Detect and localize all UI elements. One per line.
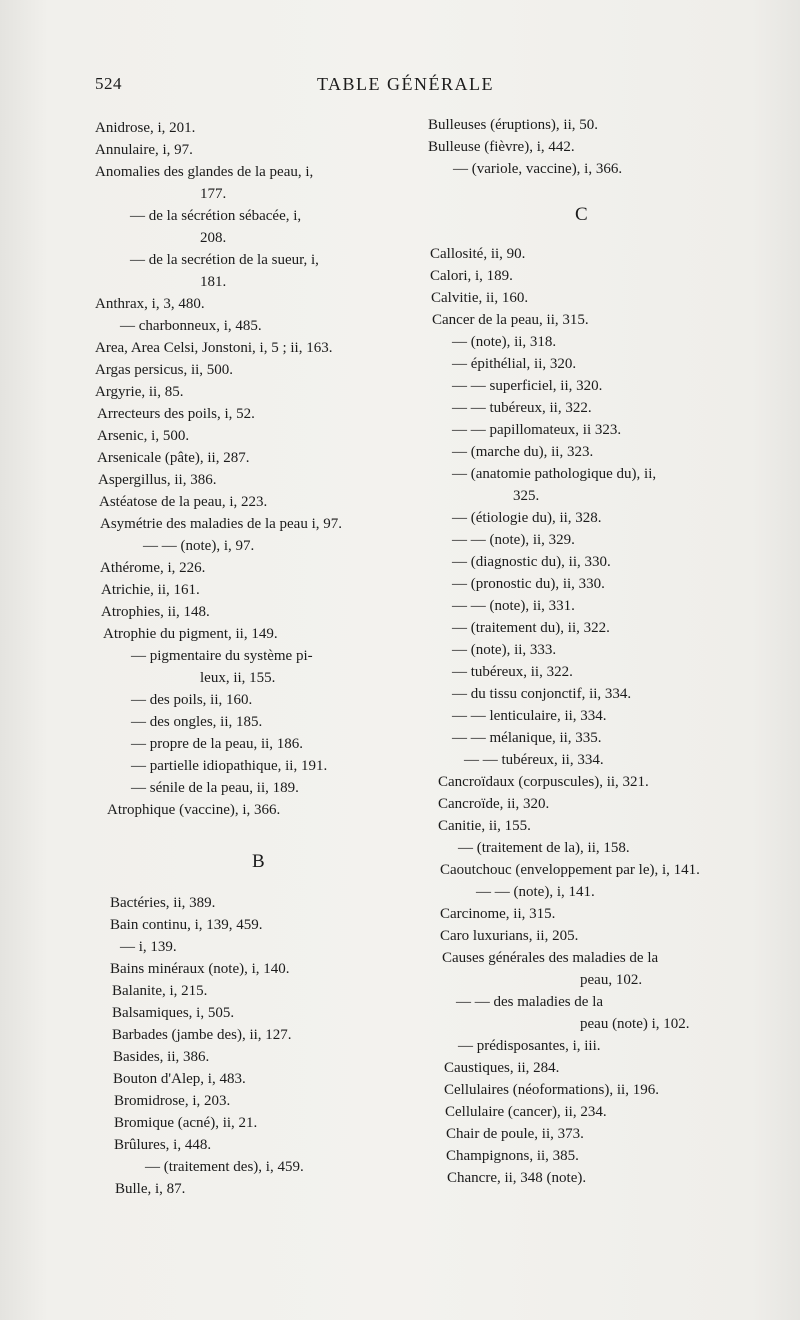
index-entry: Bromique (acné), ii, 21. bbox=[114, 1115, 258, 1131]
index-entry: — i, 139. bbox=[120, 939, 177, 955]
index-entry: Caustiques, ii, 284. bbox=[444, 1060, 560, 1076]
index-entry: Chancre, ii, 348 (note). bbox=[447, 1170, 587, 1186]
index-entry: Argyrie, ii, 85. bbox=[95, 384, 184, 400]
index-entry: Bulle, i, 87. bbox=[115, 1181, 186, 1197]
index-entry: Cellulaires (néoformations), ii, 196. bbox=[444, 1082, 659, 1098]
index-entry: Arsenic, i, 500. bbox=[97, 428, 190, 444]
index-entry: — — (note), i, 97. bbox=[143, 538, 255, 554]
index-entry: Calori, i, 189. bbox=[430, 268, 513, 284]
index-entry: — de la sécrétion sébacée, i, bbox=[130, 208, 302, 224]
section-letter-b: B bbox=[252, 851, 265, 872]
index-entry: — (traitement de la), ii, 158. bbox=[458, 840, 630, 856]
index-entry: Brûlures, i, 448. bbox=[114, 1137, 212, 1153]
index-entry: — (traitement des), i, 459. bbox=[145, 1159, 304, 1175]
index-entry: Anidrose, i, 201. bbox=[95, 120, 196, 136]
index-entry: Balanite, i, 215. bbox=[112, 983, 208, 999]
index-entry: — (note), ii, 333. bbox=[452, 642, 557, 658]
index-entry: — propre de la peau, ii, 186. bbox=[131, 736, 304, 752]
index-entry: — — (note), ii, 331. bbox=[452, 598, 575, 614]
index-entry: — — (note), ii, 329. bbox=[452, 532, 575, 548]
index-entry: — prédisposantes, i, iii. bbox=[458, 1038, 601, 1054]
index-entry: Atrichie, ii, 161. bbox=[101, 582, 200, 598]
index-entry: Bain continu, i, 139, 459. bbox=[110, 917, 263, 933]
index-entry: Carcinome, ii, 315. bbox=[440, 906, 556, 922]
index-entry: — — tubéreux, ii, 334. bbox=[464, 752, 604, 768]
index-entry: Canitie, ii, 155. bbox=[438, 818, 531, 834]
index-entry: Astéatose de la peau, i, 223. bbox=[99, 494, 268, 510]
index-entry: — du tissu conjonctif, ii, 334. bbox=[452, 686, 632, 702]
index-entry: Bulleuse (fièvre), i, 442. bbox=[428, 139, 575, 155]
index-column-right bbox=[428, 114, 758, 1189]
index-entry: Bains minéraux (note), i, 140. bbox=[110, 961, 290, 977]
index-column-left bbox=[95, 117, 410, 1200]
index-entry: — — papillomateux, ii 323. bbox=[452, 422, 622, 438]
index-entry-continuation: peau (note) i, 102. bbox=[580, 1016, 690, 1032]
index-entry: Cancroïde, ii, 320. bbox=[438, 796, 550, 812]
index-entry: — partielle idiopathique, ii, 191. bbox=[131, 758, 328, 774]
index-entry: Athérome, i, 226. bbox=[100, 560, 206, 576]
index-entry: Balsamiques, i, 505. bbox=[112, 1005, 235, 1021]
index-entry: — (pronostic du), ii, 330. bbox=[452, 576, 605, 592]
index-entry: — épithélial, ii, 320. bbox=[452, 356, 577, 372]
index-entry: — (variole, vaccine), i, 366. bbox=[453, 161, 623, 177]
index-entry: Atrophies, ii, 148. bbox=[101, 604, 210, 620]
index-entry-continuation: 208. bbox=[200, 230, 227, 246]
index-entry-continuation: 325. bbox=[513, 488, 540, 504]
index-entry: — des poils, ii, 160. bbox=[131, 692, 253, 708]
index-entry: Atrophique (vaccine), i, 366. bbox=[107, 802, 281, 818]
index-entry: Atrophie du pigment, ii, 149. bbox=[103, 626, 278, 642]
index-entry: — — mélanique, ii, 335. bbox=[452, 730, 602, 746]
index-entry: Bulleuses (éruptions), ii, 50. bbox=[428, 117, 598, 133]
index-entry: — charbonneux, i, 485. bbox=[120, 318, 262, 334]
index-entry: Cancroïdaux (corpuscules), ii, 321. bbox=[438, 774, 649, 790]
index-entry-continuation: 181. bbox=[200, 274, 227, 290]
index-entry: Bactéries, ii, 389. bbox=[110, 895, 216, 911]
index-entry: Cancer de la peau, ii, 315. bbox=[432, 312, 589, 328]
index-entry: Annulaire, i, 97. bbox=[95, 142, 193, 158]
index-entry: Calvitie, ii, 160. bbox=[431, 290, 529, 306]
index-entry: — — tubéreux, ii, 322. bbox=[452, 400, 592, 416]
running-title: TABLE GÉNÉRALE bbox=[317, 74, 495, 94]
index-entry: Anthrax, i, 3, 480. bbox=[95, 296, 205, 312]
index-entry: — — superficiel, ii, 320. bbox=[452, 378, 603, 394]
index-entry: — des ongles, ii, 185. bbox=[131, 714, 263, 730]
index-entry: — (marche du), ii, 323. bbox=[452, 444, 594, 460]
index-entry: Caro luxurians, ii, 205. bbox=[440, 928, 579, 944]
index-entry: Anomalies des glandes de la peau, i, bbox=[95, 164, 314, 180]
index-entry: Barbades (jambe des), ii, 127. bbox=[112, 1027, 292, 1043]
index-entry-continuation: leux, ii, 155. bbox=[200, 670, 276, 686]
index-entry-continuation: peau, 102. bbox=[580, 972, 643, 988]
index-entry: — pigmentaire du système pi- bbox=[131, 648, 313, 664]
index-entry: Arrecteurs des poils, i, 52. bbox=[97, 406, 255, 422]
page-number: 524 bbox=[95, 74, 122, 93]
index-entry: Aspergillus, ii, 386. bbox=[98, 472, 217, 488]
index-entry: Bouton d'Alep, i, 483. bbox=[113, 1071, 246, 1087]
index-entry: — — lenticulaire, ii, 334. bbox=[452, 708, 607, 724]
index-entry: Basides, ii, 386. bbox=[113, 1049, 210, 1065]
index-entry: — (anatomie pathologique du), ii, bbox=[452, 466, 657, 482]
index-entry: — (traitement du), ii, 322. bbox=[452, 620, 610, 636]
index-entry: Caoutchouc (enveloppement par le), i, 141. bbox=[440, 862, 700, 878]
index-entry: — (note), ii, 318. bbox=[452, 334, 557, 350]
index-entry: Callosité, ii, 90. bbox=[430, 246, 526, 262]
index-entry: Causes générales des maladies de la bbox=[442, 950, 659, 966]
index-entry: — (étiologie du), ii, 328. bbox=[452, 510, 602, 526]
index-entry: — tubéreux, ii, 322. bbox=[452, 664, 573, 680]
index-entry: Cellulaire (cancer), ii, 234. bbox=[445, 1104, 607, 1120]
index-entry: — — (note), i, 141. bbox=[476, 884, 595, 900]
index-entry: Argas persicus, ii, 500. bbox=[95, 362, 234, 378]
index-entry: — sénile de la peau, ii, 189. bbox=[131, 780, 299, 796]
index-entry: Champignons, ii, 385. bbox=[446, 1148, 579, 1164]
index-entry: Area, Area Celsi, Jonstoni, i, 5 ; ii, 163. bbox=[95, 340, 333, 356]
index-entry: — de la secrétion de la sueur, i, bbox=[130, 252, 319, 268]
index-entry: Bromidrose, i, 203. bbox=[114, 1093, 231, 1109]
page-header bbox=[95, 74, 695, 98]
index-entry: Asymétrie des maladies de la peau i, 97. bbox=[100, 516, 343, 532]
section-letter-c: C bbox=[575, 204, 588, 225]
index-entry: Chair de poule, ii, 373. bbox=[446, 1126, 584, 1142]
index-entry-continuation: 177. bbox=[200, 186, 227, 202]
index-entry: Arsenicale (pâte), ii, 287. bbox=[97, 450, 250, 466]
index-entry: — — des maladies de la bbox=[456, 994, 604, 1010]
index-entry: — (diagnostic du), ii, 330. bbox=[452, 554, 611, 570]
